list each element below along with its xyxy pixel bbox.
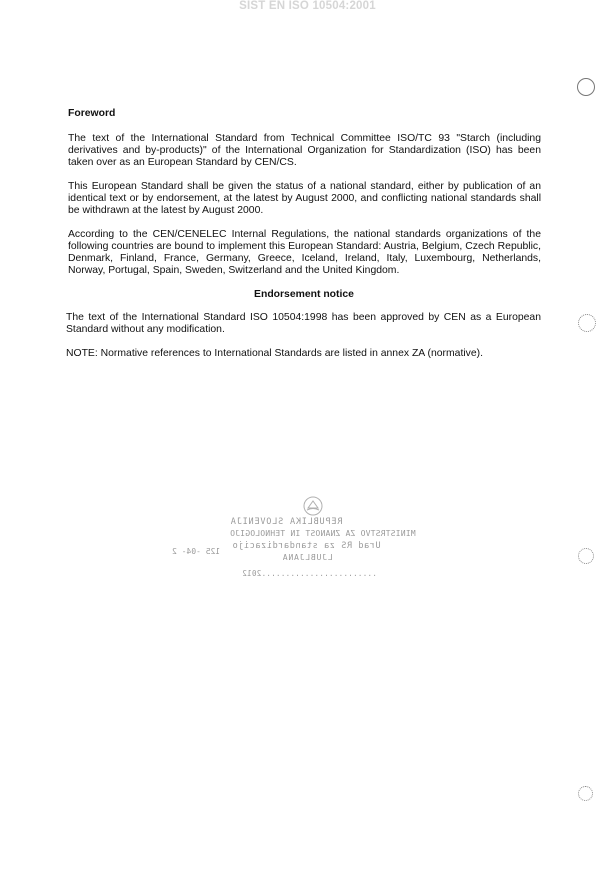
endorsement-text: The text of the International Standard ISO 10504:1998 has been approved by CEN as a European Standard without any modification. xyxy=(66,312,541,335)
punch-hole xyxy=(577,78,595,96)
official-stamp xyxy=(172,495,416,595)
stamp-line: ........................2012 xyxy=(242,569,377,578)
punch-hole xyxy=(578,786,593,801)
watermark: SIST EN ISO 10504:2001 xyxy=(239,0,376,12)
punch-hole xyxy=(578,314,596,332)
foreword-paragraph: According to the CEN/CENELEC Internal Regulations, the national standards organizations of the following countries are bound to implement this European Standard: Austria, Belgium, Czech Republic, Denmark, Finland, France, Germany, Greece, Iceland, Ireland, Italy, Luxembourg, Netherlands, Norway, Portugal, Spain, Sweden, Switzerland and the United Kingdom. xyxy=(68,229,541,276)
foreword-paragraph: The text of the International Standard from Technical Committee ISO/TC 93 "Starch (including derivatives and by-products)" of the International Organization for Standardization (ISO) has been taken over as an European Standard by CEN/CS. xyxy=(68,133,541,168)
stamp-line: REPUBLIKA SLOVENIJA xyxy=(230,517,343,527)
foreword-paragraph: This European Standard shall be given the status of a national standard, either by publication of an identical text or by endorsement, at the latest by August 2000, and conflicting national standards shall be withdrawn at the latest by August 2000. xyxy=(68,181,541,216)
stamp-line: Urad RS za standardizacijo xyxy=(232,541,381,551)
seal-icon xyxy=(302,495,324,517)
stamp-side-text: 125 -04- 2 xyxy=(172,547,221,556)
stamp-line: LJUBLJANA xyxy=(282,553,333,562)
stamp-line: MINISTRSTVO ZA ZNANOST IN TEHNOLOGIJO xyxy=(230,529,416,538)
endorsement-note: NOTE: Normative references to International Standards are listed in annex ZA (normative). xyxy=(66,348,483,359)
foreword-heading: Foreword xyxy=(68,108,116,119)
main-content xyxy=(67,108,541,372)
punch-hole xyxy=(578,548,594,564)
endorsement-heading: Endorsement notice xyxy=(254,289,354,300)
